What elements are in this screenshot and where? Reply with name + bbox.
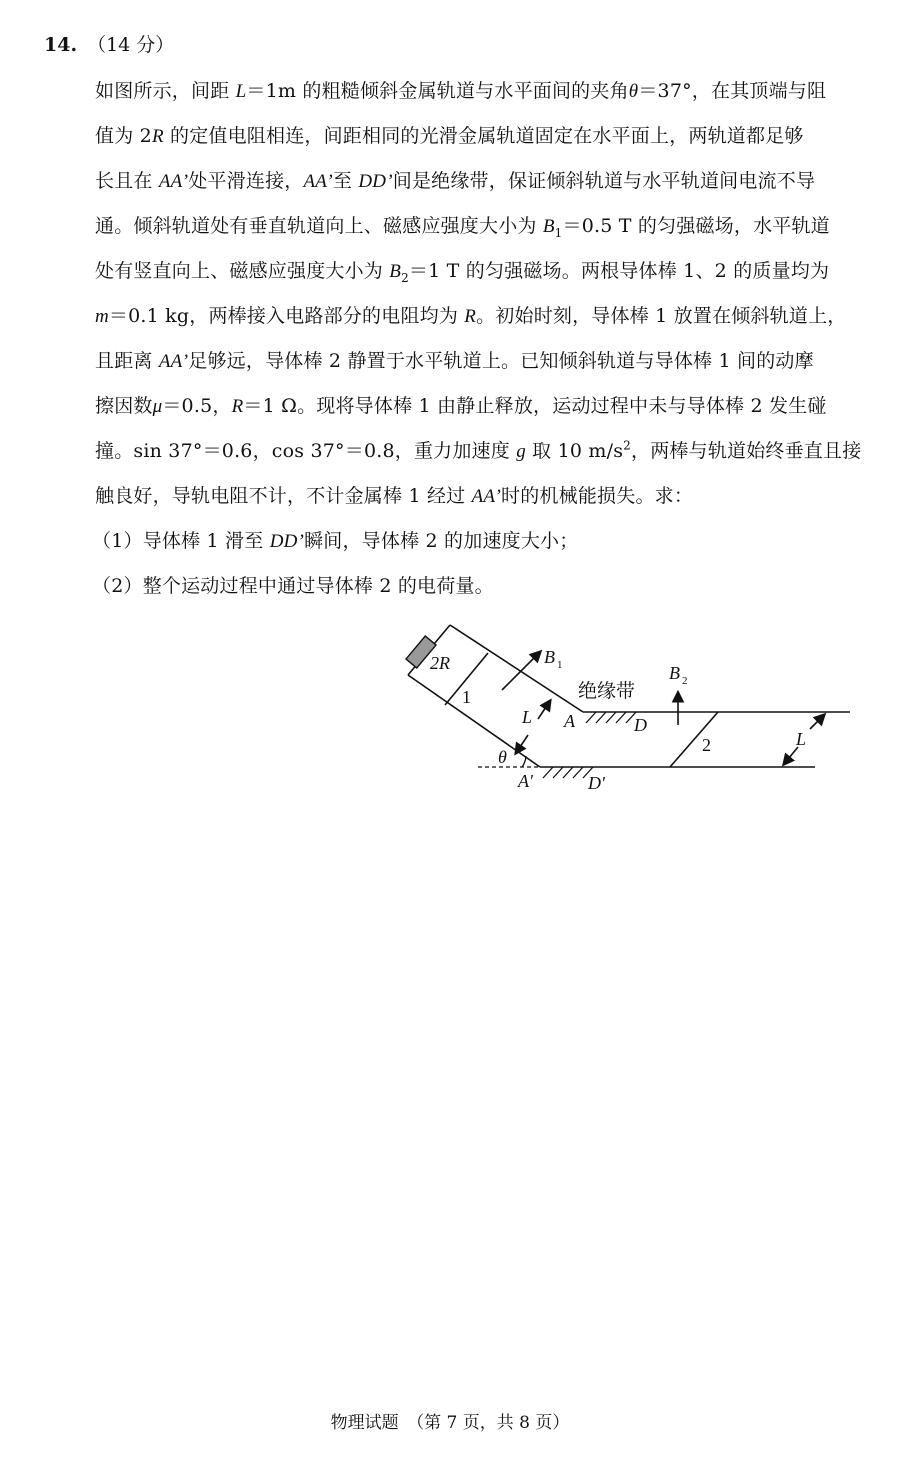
theta-label: θ xyxy=(498,747,507,767)
b2-label: B xyxy=(669,663,680,683)
body-line-2: 值为 2R 的定值电阻相连，间距相同的光滑金属轨道固定在水平面上，两轨道都足够 xyxy=(95,125,804,147)
sub-question-1: （1）导体棒 1 滑至 DD’瞬间，导体棒 2 的加速度大小； xyxy=(92,530,579,552)
theta-arc xyxy=(522,756,526,767)
l-horizontal-arrow-top xyxy=(810,715,824,729)
question-header xyxy=(44,30,174,57)
point-a-prime-label: A' xyxy=(518,771,533,791)
question-number: 14. xyxy=(44,34,78,56)
l-incline-arrow-top xyxy=(538,701,550,719)
point-d-label: D xyxy=(634,715,647,735)
insulating-band-label: 绝缘带 xyxy=(578,680,636,702)
b1-label: B xyxy=(544,647,555,667)
body-line-9: 撞。sin 37°＝0.6，cos 37°＝0.8，重力加速度 g 取 10 $m/s^2$，两棒与轨道始终垂直且接 xyxy=(95,438,862,462)
point-a-label: A xyxy=(564,711,575,731)
l-horizontal-label: L xyxy=(796,729,807,749)
incline-lower-rail xyxy=(408,675,540,767)
body-line-3: 长且在 AA’处平滑连接，AA’至 DD’间是绝缘带，保证倾斜轨道与水平轨道间电流不导 xyxy=(95,170,816,192)
b1-sub: 1 xyxy=(557,659,563,671)
l-horizontal-arrow-bottom xyxy=(784,747,798,764)
rod-2-label: 2 xyxy=(702,735,711,755)
insulating-hatch-lower xyxy=(543,767,593,778)
b1-arrow xyxy=(502,652,540,690)
body-line-8: 擦因数μ＝0.5，R＝1 Ω。现将导体棒 1 由静止释放，运动过程中未与导体棒 2 发生碰 xyxy=(95,395,827,417)
l-incline-label: L xyxy=(522,707,533,727)
body-line-5: 处有竖直向上、磁感应强度大小为 $B_2=1$ T 的匀强磁场。两根导体棒 1、2 的质量均为 xyxy=(95,260,830,285)
body-line-4: 通。倾斜轨道处有垂直轨道向上、磁感应强度大小为 $B_1=0.5$ T 的匀强磁场，水平轨道 xyxy=(95,215,830,240)
sub-question-2: （2）整个运动过程中通过导体棒 2 的电荷量。 xyxy=(92,575,494,597)
point-d-prime-label: D' xyxy=(588,773,605,793)
b2-sub: 2 xyxy=(682,675,688,687)
insulating-hatch-upper xyxy=(586,712,636,723)
body-line-6: m＝0.1 kg，两棒接入电路部分的电阻均为 R。初始时刻，导体棒 1 放置在倾斜轨道上， xyxy=(95,305,847,327)
question-points: （14 分） xyxy=(87,34,175,56)
body-line-1: 如图所示，间距 L＝1m 的粗糙倾斜金属轨道与水平面间的夹角θ＝37°，在其顶端与阻 xyxy=(95,80,827,102)
page-footer: 物理试题 （第 7 页，共 8 页） xyxy=(330,1413,570,1433)
body-line-7: 且距离 AA’足够远，导体棒 2 静置于水平轨道上。已知倾斜轨道与导体棒 1 间的动摩 xyxy=(95,350,814,372)
resistor-label: 2R xyxy=(430,653,450,673)
rail-diagram xyxy=(390,615,860,805)
l-incline-arrow-bottom xyxy=(516,735,528,753)
rod-1-label: 1 xyxy=(462,687,471,707)
body-line-10: 触良好，导轨电阻不计，不计金属棒 1 经过 AA’时的机械能损失。求： xyxy=(95,485,694,507)
